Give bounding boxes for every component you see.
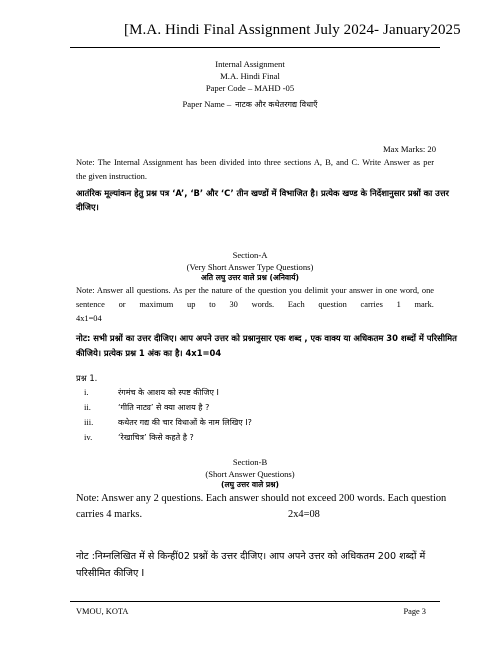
note-word: up [187,300,196,309]
note-word: sentence [76,300,105,309]
note-word: carries [360,300,383,309]
section-b-subtitle: (Short Answer Questions) [205,469,295,479]
section-a-marks: 4x1=04 [76,314,102,323]
note-word: words. [251,300,275,309]
question-number: iii. [84,417,94,427]
footer-institution: VMOU, KOTA [76,607,129,616]
question-text: ‘रेखाचित्र’ किसे कहते है ? [118,433,194,442]
question-label: प्रश्न 1. [76,373,98,383]
note-word: to [209,300,216,309]
section-a-note-line-1: Note: Answer all questions. As per the nature of the question you delimit your answer in one word, one [76,286,434,295]
note-word: 1 [396,300,401,309]
question-text: रंगमंच के आशय को स्पष्ट कीजिए I [118,388,219,397]
note-word: question [318,300,347,309]
note-word: 30 [229,300,238,309]
paper-name-label: Paper Name – [182,99,232,109]
paper-name-hindi: नाटक और कथेतरगद्य विधाएँ [235,100,318,109]
note-word: mark. [414,300,434,309]
section-a-note-hi-line-1: नोट: सभी प्रश्नों का उत्तर दीजिए। आप अपने उत्तर को प्रश्नानुसार एक शब्द , एक वाक्य या अधिकतम 30 शब्दों में परिसीमित [76,333,457,343]
section-b-title: Section-B [232,457,268,467]
max-marks: Max Marks: 20 [383,144,436,154]
question-number: iv. [84,432,93,442]
note-word: Each [287,300,305,309]
note-hi-line-2: दीजिए। [76,202,99,212]
section-b-note-hi-line-1: नोट :निम्नलिखित में से किन्हीं02 प्रश्नों के उत्तर दीजिए। आप अपने उत्तर को अधिकतम 200 शब्दों में [76,551,426,562]
section-a-subtitle-hindi: अति लघु उत्तर वाले प्रश्न (अनिवार्य) [200,273,299,282]
section-b-subtitle-hindi: (लघु उत्तर वाले प्रश्न) [220,480,280,489]
note-word: maximum [139,300,174,309]
note-hi-line-1: आतंरिक मूल्यांकन हेतु प्रश्न पत्र ‘A’, ‘B’ और ‘C’ तीन खण्डों में विभाजित है। प्रत्येक खण्ड के निर्देशानुसार प्रश्नों का उत्तर [76,188,449,198]
question-number: ii. [84,402,91,412]
header-title: [M.A. Hindi Final Assignment July 2024- January2025 [124,22,461,38]
section-a-subtitle: (Very Short Answer Type Questions) [186,262,314,272]
page-number: Page 3 [403,607,426,616]
question-number: i. [84,387,89,397]
question-text: ‘गीति नाट्य’ से क्या आशय है ? [118,403,210,412]
section-b-note-hi-line-2: परिसीमित कीजिए I [76,568,145,579]
intro-line-2: M.A. Hindi Final [220,71,280,81]
question-text: कथेतर गद्य की चार विधाओं के नाम लिखिए I? [118,418,252,427]
note-en-line-2: the given instruction. [76,172,147,181]
section-b-note-line-1: Note: Answer any 2 questions. Each answer should not exceed 200 words. Each question [76,493,447,504]
paper-code: Paper Code – MAHD -05 [205,83,295,93]
header-divider [70,47,440,48]
intro-line-1: Internal Assignment [215,59,285,69]
section-a-note-line-2 [76,300,434,309]
footer-divider [70,601,440,602]
note-en-line-1: Note: The Internal Assignment has been divided into three sections A, B, and C. Write Answer as per [76,158,434,167]
paper-name [0,94,500,112]
section-a-note-hi-line-2: कीजिये। प्रत्येक प्रश्न 1 अंक का है। 4x1=04 [76,348,222,358]
note-word: or [118,300,126,309]
section-a-title: Section-A [232,250,268,260]
section-b-note-line-2: carries 4 marks. [76,509,143,520]
section-b-marks: 2x4=08 [288,509,320,520]
